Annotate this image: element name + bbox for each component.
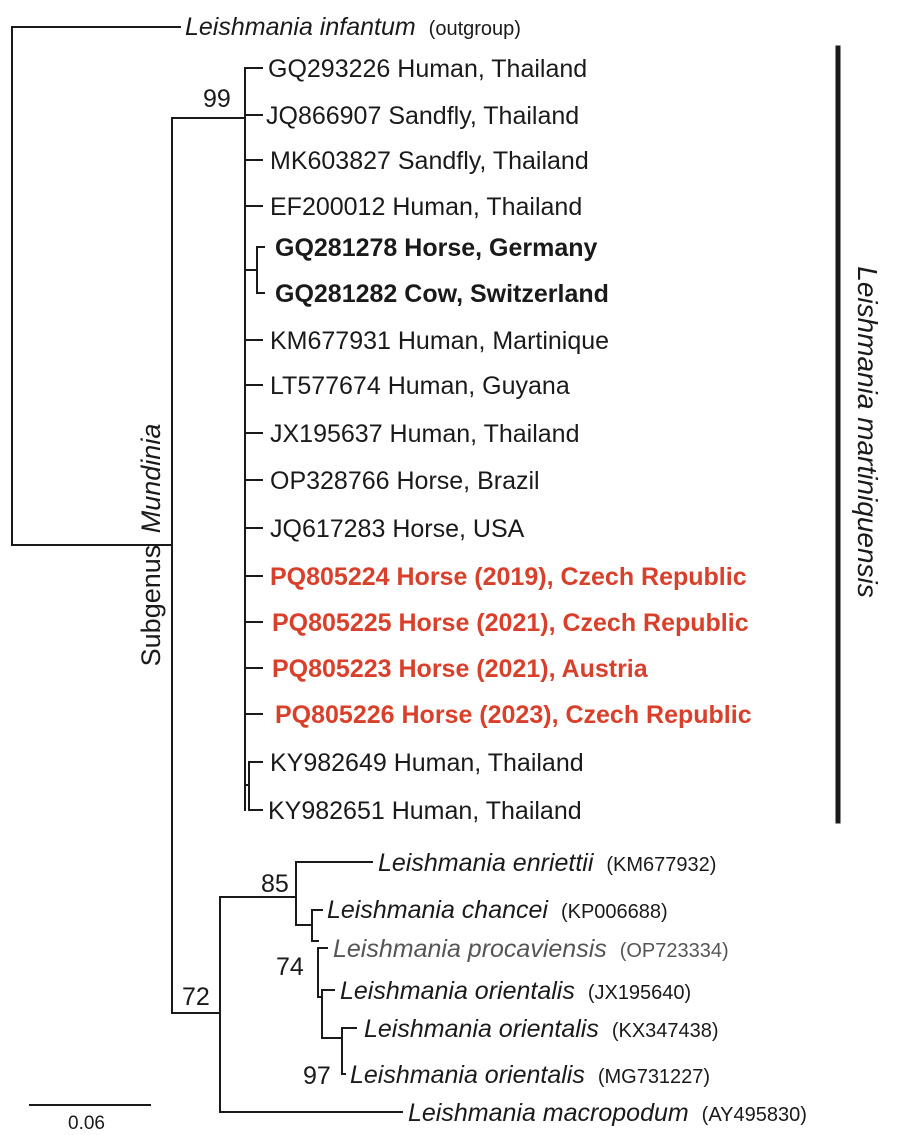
scale-bar-label: 0.06 [68, 1113, 105, 1134]
taxon-label: LT577674 Human, Guyana [270, 372, 570, 400]
outgroup-note: (outgroup) [428, 18, 521, 40]
martiniquensis-taxa [266, 55, 752, 825]
species-accession: (KP006688) [560, 901, 668, 923]
bootstrap-value: 85 [261, 870, 289, 898]
taxon-label-highlight: PQ805224 Horse (2019), Czech Republic [270, 563, 747, 591]
taxon-label: JQ617283 Horse, USA [270, 515, 525, 543]
species-label [408, 1099, 807, 1127]
taxon-label-highlight: PQ805223 Horse (2021), Austria [272, 655, 648, 683]
species-name: Leishmania orientalis [364, 1015, 599, 1043]
species-label [340, 977, 691, 1005]
other-species-taxa [327, 849, 807, 1127]
species-label [378, 849, 716, 877]
species-accession: (AY495830) [701, 1104, 807, 1126]
species-name: Leishmania orientalis [350, 1061, 585, 1089]
species-label [333, 935, 729, 963]
species-name: Leishmania orientalis [340, 977, 575, 1005]
species-accession: (JX195640) [587, 982, 692, 1004]
bootstrap-value: 74 [276, 953, 304, 981]
bootstrap-value: 99 [203, 85, 231, 113]
bootstrap-value: 72 [182, 983, 210, 1011]
taxon-label: GQ293226 Human, Thailand [268, 55, 588, 83]
subgenus-prefix: Subgenus [136, 544, 166, 667]
taxon-label: OP328766 Horse, Brazil [270, 467, 540, 495]
subgenus-label [136, 424, 166, 667]
species-label [364, 1015, 719, 1043]
species-name: Leishmania enriettii [378, 849, 594, 877]
species-name: Leishmania macropodum [408, 1099, 689, 1127]
species-accession: (MG731227) [597, 1066, 711, 1088]
species-label [327, 896, 668, 924]
outgroup-species: Leishmania infantum [185, 13, 416, 41]
bootstrap-value: 97 [303, 1062, 331, 1090]
species-name: Leishmania chancei [327, 896, 548, 924]
taxon-label-highlight: PQ805226 Horse (2023), Czech Republic [275, 701, 752, 729]
taxon-label-bold: GQ281278 Horse, Germany [275, 234, 598, 262]
species-accession: (KM677932) [606, 854, 717, 876]
taxon-label: JX195637 Human, Thailand [270, 420, 580, 448]
subgenus-name: Mundinia [136, 423, 166, 534]
species-label [350, 1061, 710, 1089]
species-accession: (OP723334) [619, 940, 729, 962]
taxon-label-highlight: PQ805225 Horse (2021), Czech Republic [272, 609, 749, 637]
species-accession: (KX347438) [611, 1020, 719, 1042]
outgroup-label [185, 13, 521, 41]
taxon-label: EF200012 Human, Thailand [270, 193, 583, 221]
species-name: Leishmania procaviensis [333, 935, 607, 963]
clade-label: Leishmania martiniquensis [852, 266, 883, 598]
taxon-label: MK603827 Sandfly, Thailand [270, 147, 589, 175]
taxon-label: JQ866907 Sandfly, Thailand [266, 102, 580, 130]
taxon-label: KY982651 Human, Thailand [268, 797, 582, 825]
taxon-label: KM677931 Human, Martinique [270, 327, 610, 355]
taxon-label: KY982649 Human, Thailand [270, 749, 584, 777]
taxon-label-bold: GQ281282 Cow, Switzerland [275, 280, 609, 308]
